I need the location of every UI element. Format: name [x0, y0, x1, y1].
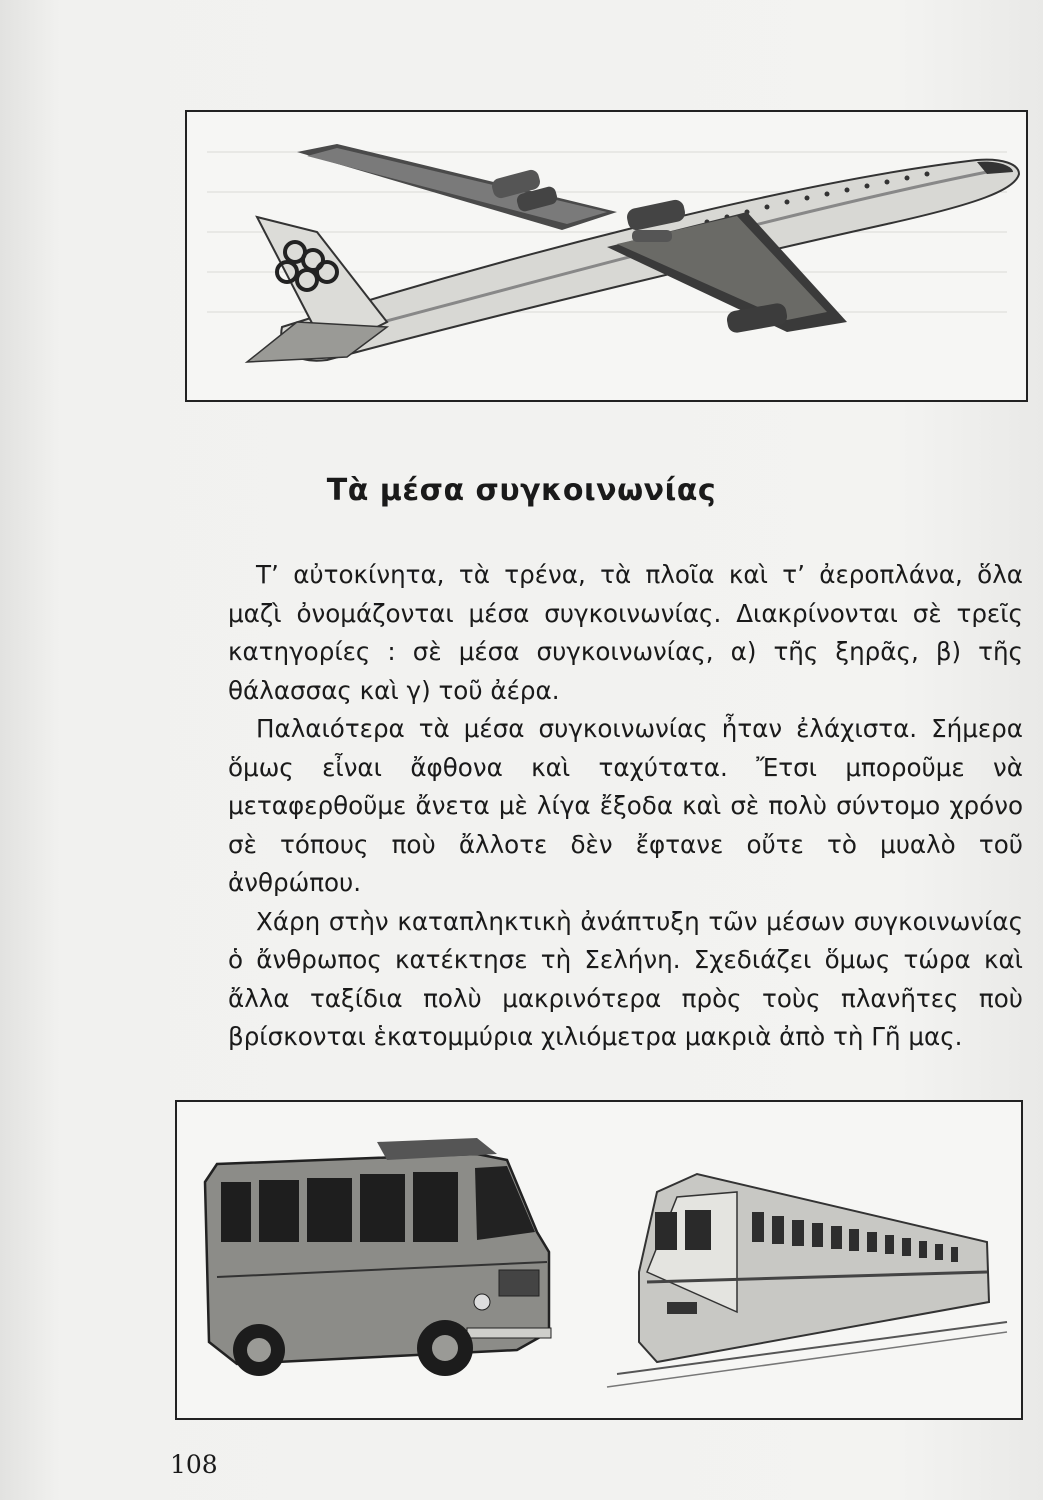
paragraph-1: Τ’ αὐτοκίνητα, τὰ τρένα, τὰ πλοῖα καὶ τ’ ἀεροπλάνα, ὅλα μαζὶ ὀνομάζονται μέσα συγκοινωνίας. Διακρίνονται σὲ τρεῖς κατηγορίες : σὲ μέσα συγκοινωνίας, α) τῆς ξηρᾶς, β) τῆς θάλασσας καὶ γ) τοῦ ἀέρα.: [228, 560, 1023, 705]
page-number: 108: [170, 1450, 218, 1479]
paragraph-3: Χάρη στὴν καταπληκτικὴ ἀνάπτυξη τῶν μέσων συγκοινωνίας ὁ ἄνθρωπος κατέκτησε τὴ Σελήνη. Σχεδιάζει ὅμως τώρα καὶ ἄλλα ταξίδια πολὺ μακρινότερα πρὸς τοὺς πλανῆτες ποὺ βρίσκονται ἑκατομμύρια χιλιόμετρα μακριὰ ἀπὸ τὴ Γῆ μας.: [228, 906, 1023, 1051]
paragraph-2: Παλαιότερα τὰ μέσα συγκοινωνίας ἦταν ἐλάχιστα. Σήμερα ὅμως εἶναι ἄφθονα καὶ ταχύτατα. Ἔτσι μποροῦμε νὰ μεταφερθοῦμε ἄνετα μὲ λίγα ἔξοδα καὶ σὲ πολὺ σύντομο χρόνο σὲ τόπους ποὺ ἄλλοτε δὲν ἔφτανε οὔτε τὸ μυαλὸ τοῦ ἀνθρώπου.: [228, 714, 1023, 897]
bus-train-illustration: [175, 1100, 1023, 1420]
body-text: [228, 556, 1023, 1057]
airplane-drawing: [187, 112, 1026, 400]
bus-train-drawing: [177, 1102, 1021, 1418]
airplane-illustration: [185, 110, 1028, 402]
minibus-drawing: [205, 1138, 551, 1376]
page-title: Τὰ μέσα συγκοινωνίας: [326, 473, 717, 508]
